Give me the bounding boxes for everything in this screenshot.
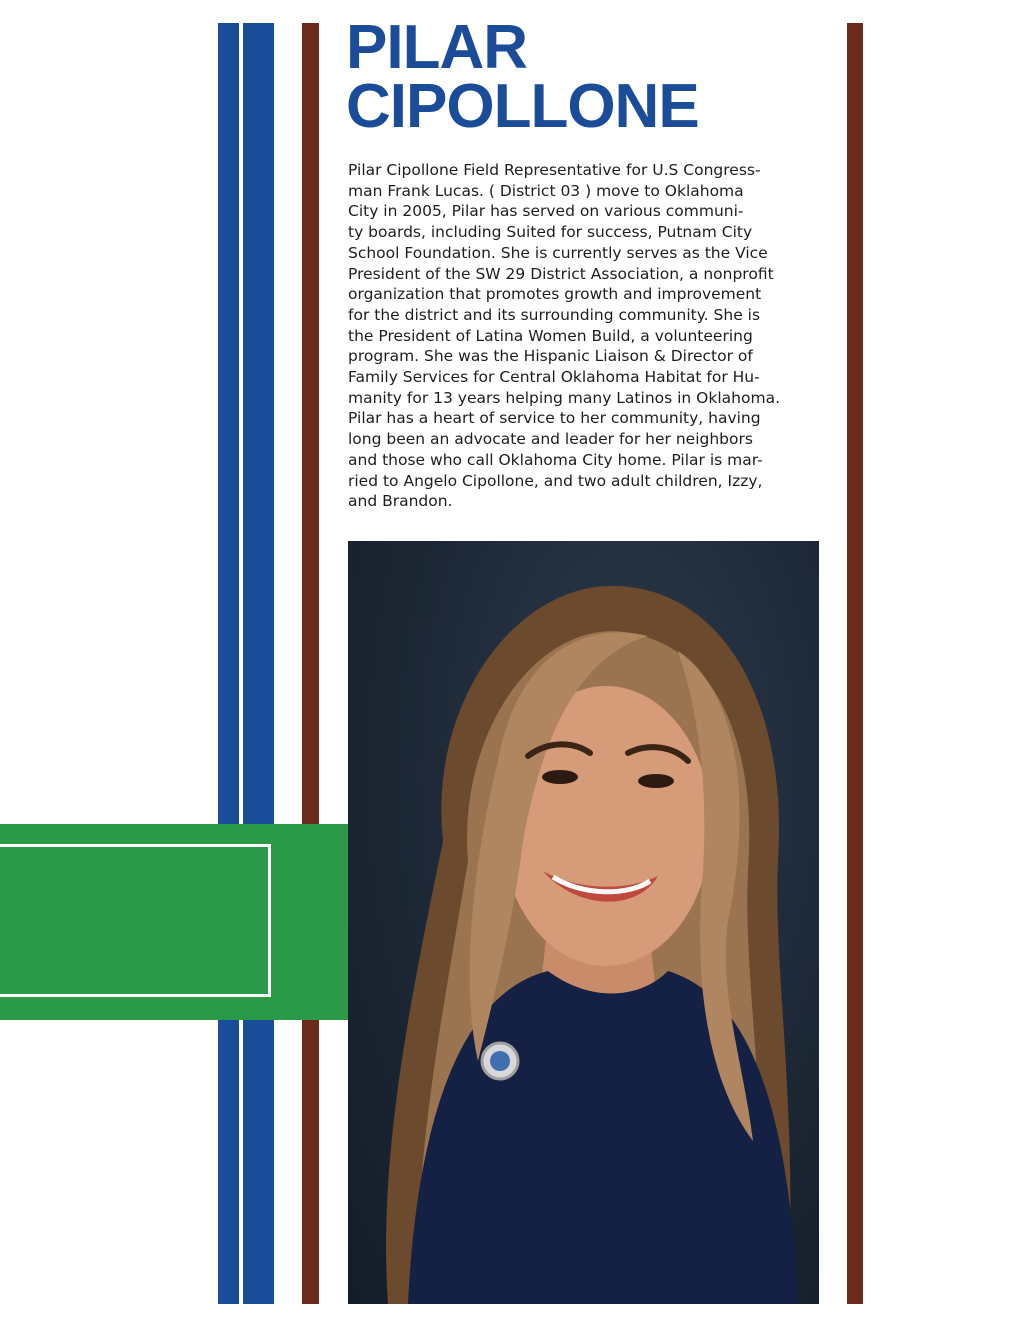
bio-line: and Brandon.: [348, 492, 453, 511]
bio-line: Pilar has a heart of service to her community, having: [348, 409, 761, 428]
bio-line: and those who call Oklahoma City home. Pilar is mar-: [348, 450, 763, 469]
portrait-illustration: [348, 541, 819, 1304]
portrait-photo: [348, 541, 819, 1304]
bio-line: ried to Angelo Cipollone, and two adult children, Izzy,: [348, 471, 763, 490]
page-title: [346, 13, 699, 141]
bio-line: School Foundation. She is currently serves as the Vice: [348, 243, 768, 262]
bio-line: President of the SW 29 District Association, a nonprofit: [348, 264, 774, 283]
bio-line: the President of Latina Women Build, a volunteering: [348, 326, 753, 345]
blue-stripe-left: [218, 23, 239, 1304]
bio-line: City in 2005, Pilar has served on various communi-: [348, 202, 744, 221]
bio-line: man Frank Lucas. ( District 03 ) move to Oklahoma: [348, 181, 744, 200]
bio-line: ty boards, including Suited for success, Putnam City: [348, 223, 753, 242]
green-band-frame: [0, 844, 271, 997]
bio-line: manity for 13 years helping many Latinos in Oklahoma.: [348, 388, 780, 407]
blue-stripe-right: [243, 23, 274, 1304]
biography: [348, 160, 823, 512]
bio-line: Pilar Cipollone Field Representative for U.S Congress-: [348, 161, 761, 179]
bio-line: for the district and its surrounding community. She is: [348, 305, 761, 324]
bio-line: Family Services for Central Oklahoma Habitat for Hu-: [348, 368, 760, 387]
bio-line: organization that promotes growth and improvement: [348, 285, 762, 304]
bio-line: program. She was the Hispanic Liaison & Director of: [348, 347, 753, 366]
title-last-name: CIPOLLONE: [346, 72, 699, 141]
brown-stripe-right: [847, 23, 863, 1304]
title-first-name: PILAR: [346, 13, 527, 82]
bio-line: long been an advocate and leader for her neighbors: [348, 430, 753, 449]
brown-stripe-left: [302, 23, 319, 1304]
